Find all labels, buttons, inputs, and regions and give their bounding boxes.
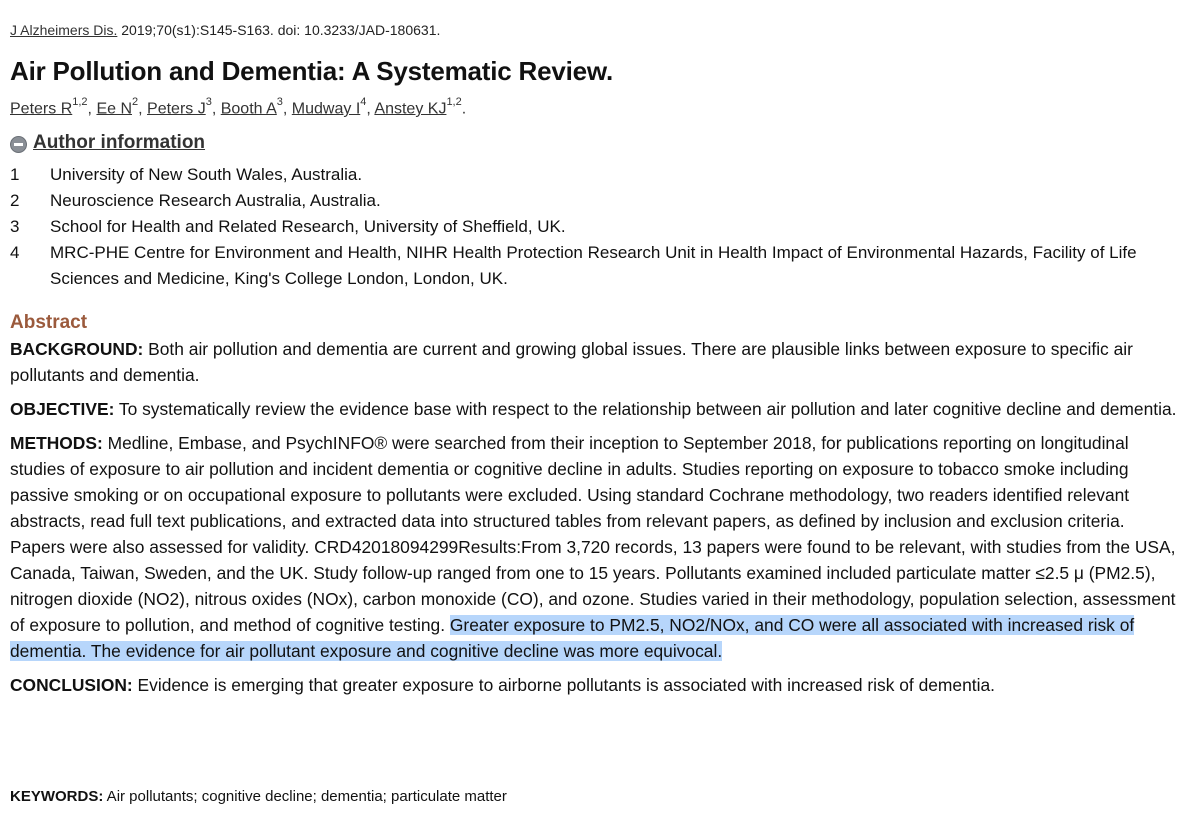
- selected-text-highlight[interactable]: Greater exposure to PM2.5, NO2/NOx, and CO were all associated with increased risk of dementia. The evidence for air pollutant exposure and cognitive decline was more equivocal.: [10, 615, 1135, 661]
- affiliation-text: School for Health and Related Research, University of Sheffield, UK.: [50, 217, 566, 236]
- affiliation-text: Neuroscience Research Australia, Australia.: [50, 191, 381, 210]
- section-label: BACKGROUND:: [10, 339, 144, 359]
- section-label: CONCLUSION:: [10, 675, 133, 695]
- author-affiliation-sup: 2: [132, 96, 139, 108]
- affiliation-item: [10, 162, 1180, 188]
- author-affiliation-sup: 3: [276, 96, 283, 108]
- author-link[interactable]: Mudway I: [291, 100, 361, 118]
- section-text: To systematically review the evidence base with respect to the relationship between air pollution and later cognitive decline and dementia.: [114, 399, 1177, 419]
- author-information-toggle[interactable]: [10, 132, 205, 154]
- author-information-label[interactable]: Author information: [33, 132, 206, 153]
- keywords: [10, 788, 507, 805]
- affiliation-number: 4: [10, 243, 20, 262]
- section-text: Both air pollution and dementia are current and growing global issues. There are plausible links between exposure to specific air pollutants and dementia.: [10, 339, 1133, 385]
- section-text: Medline, Embase, and PsychINFO® were searched from their inception to September 2018, for publications reporting on longitudinal studies of exposure to air pollution and incident dementia or cognitive decline in adults. Studies reporting on exposure to tobacco smoke including passive smoking or on occupational exposure to pollutants were excluded. Using standard Cochrane methodology, two readers identified relevant abstracts, read full text publications, and extracted data into structured tables from relevant papers, as defined by inclusion and exclusion criteria. Papers were also assessed for validity. CRD42018094299Results:From 3,720 records, 13 papers were found to be relevant, with studies from the USA, Canada, Taiwan, Sweden, and the UK. Study follow-up ranged from one to 15 years. Pollutants examined included particulate matter ≤2.5 μ (PM2.5), nitrogen dioxide (NO2), nitrous oxides (NOx), carbon monoxide (CO), and ozone. Studies varied in their methodology, population selection, assessment of exposure to pollution, and method of cognitive testing.: [10, 433, 1176, 635]
- author-link[interactable]: Ee N: [96, 100, 133, 118]
- abstract-methods: [10, 430, 1180, 664]
- author-list: Peters R$^{1,2}$, Ee $N^2$, Peters $J^3$, Booth $A^3$, Mudway $I^4$, Anstey KJ$^{1,2}$.: [10, 96, 467, 118]
- page-title: Air Pollution and Dementia: A Systematic Review.: [10, 56, 613, 86]
- affiliation-number: 3: [10, 217, 20, 236]
- affiliation-text: MRC-PHE Centre for Environment and Health, NIHR Health Protection Research Unit in Health Impact of Environmental Hazards, Facility of Life Sciences and Medicine, King's College London, London, UK.: [50, 243, 1137, 288]
- citation-details: 2019;70(s1):S145-S163. doi: 10.3233/JAD-180631.: [117, 22, 441, 38]
- affiliation-item: [10, 188, 1180, 214]
- affiliation-item: [10, 214, 1180, 240]
- author-affiliation-sup: 4: [360, 96, 367, 108]
- collapse-minus-icon[interactable]: [10, 136, 27, 153]
- section-text: Evidence is emerging that greater exposure to airborne pollutants is associated with increased risk of dementia.: [132, 675, 995, 695]
- keywords-label: KEYWORDS:: [10, 788, 104, 805]
- author-link[interactable]: Peters J: [147, 100, 206, 118]
- affiliation-number: 1: [10, 165, 20, 184]
- section-label: OBJECTIVE:: [10, 399, 115, 419]
- citation: [10, 22, 440, 38]
- author-affiliation-sup: 1,2: [72, 96, 88, 108]
- affiliation-list: [10, 162, 1180, 292]
- abstract-body: [10, 336, 1180, 706]
- affiliation-number: 2: [10, 191, 20, 210]
- author-affiliation-sup: 1,2: [446, 96, 462, 108]
- journal-link[interactable]: J Alzheimers Dis.: [10, 22, 118, 38]
- abstract-objective: [10, 396, 1180, 422]
- abstract-heading: Abstract: [10, 312, 88, 333]
- author-link[interactable]: Anstey KJ: [374, 100, 447, 118]
- section-label: METHODS:: [10, 433, 103, 453]
- affiliation-item: [10, 240, 1180, 292]
- author-link[interactable]: Booth A: [220, 100, 277, 118]
- abstract-conclusion: [10, 672, 1180, 698]
- affiliation-text: University of New South Wales, Australia.: [50, 165, 363, 184]
- keywords-text: Air pollutants; cognitive decline; dementia; particulate matter: [103, 788, 507, 805]
- author-link[interactable]: Peters R: [10, 100, 73, 118]
- author-affiliation-sup: 3: [205, 96, 212, 108]
- abstract-background: [10, 336, 1180, 388]
